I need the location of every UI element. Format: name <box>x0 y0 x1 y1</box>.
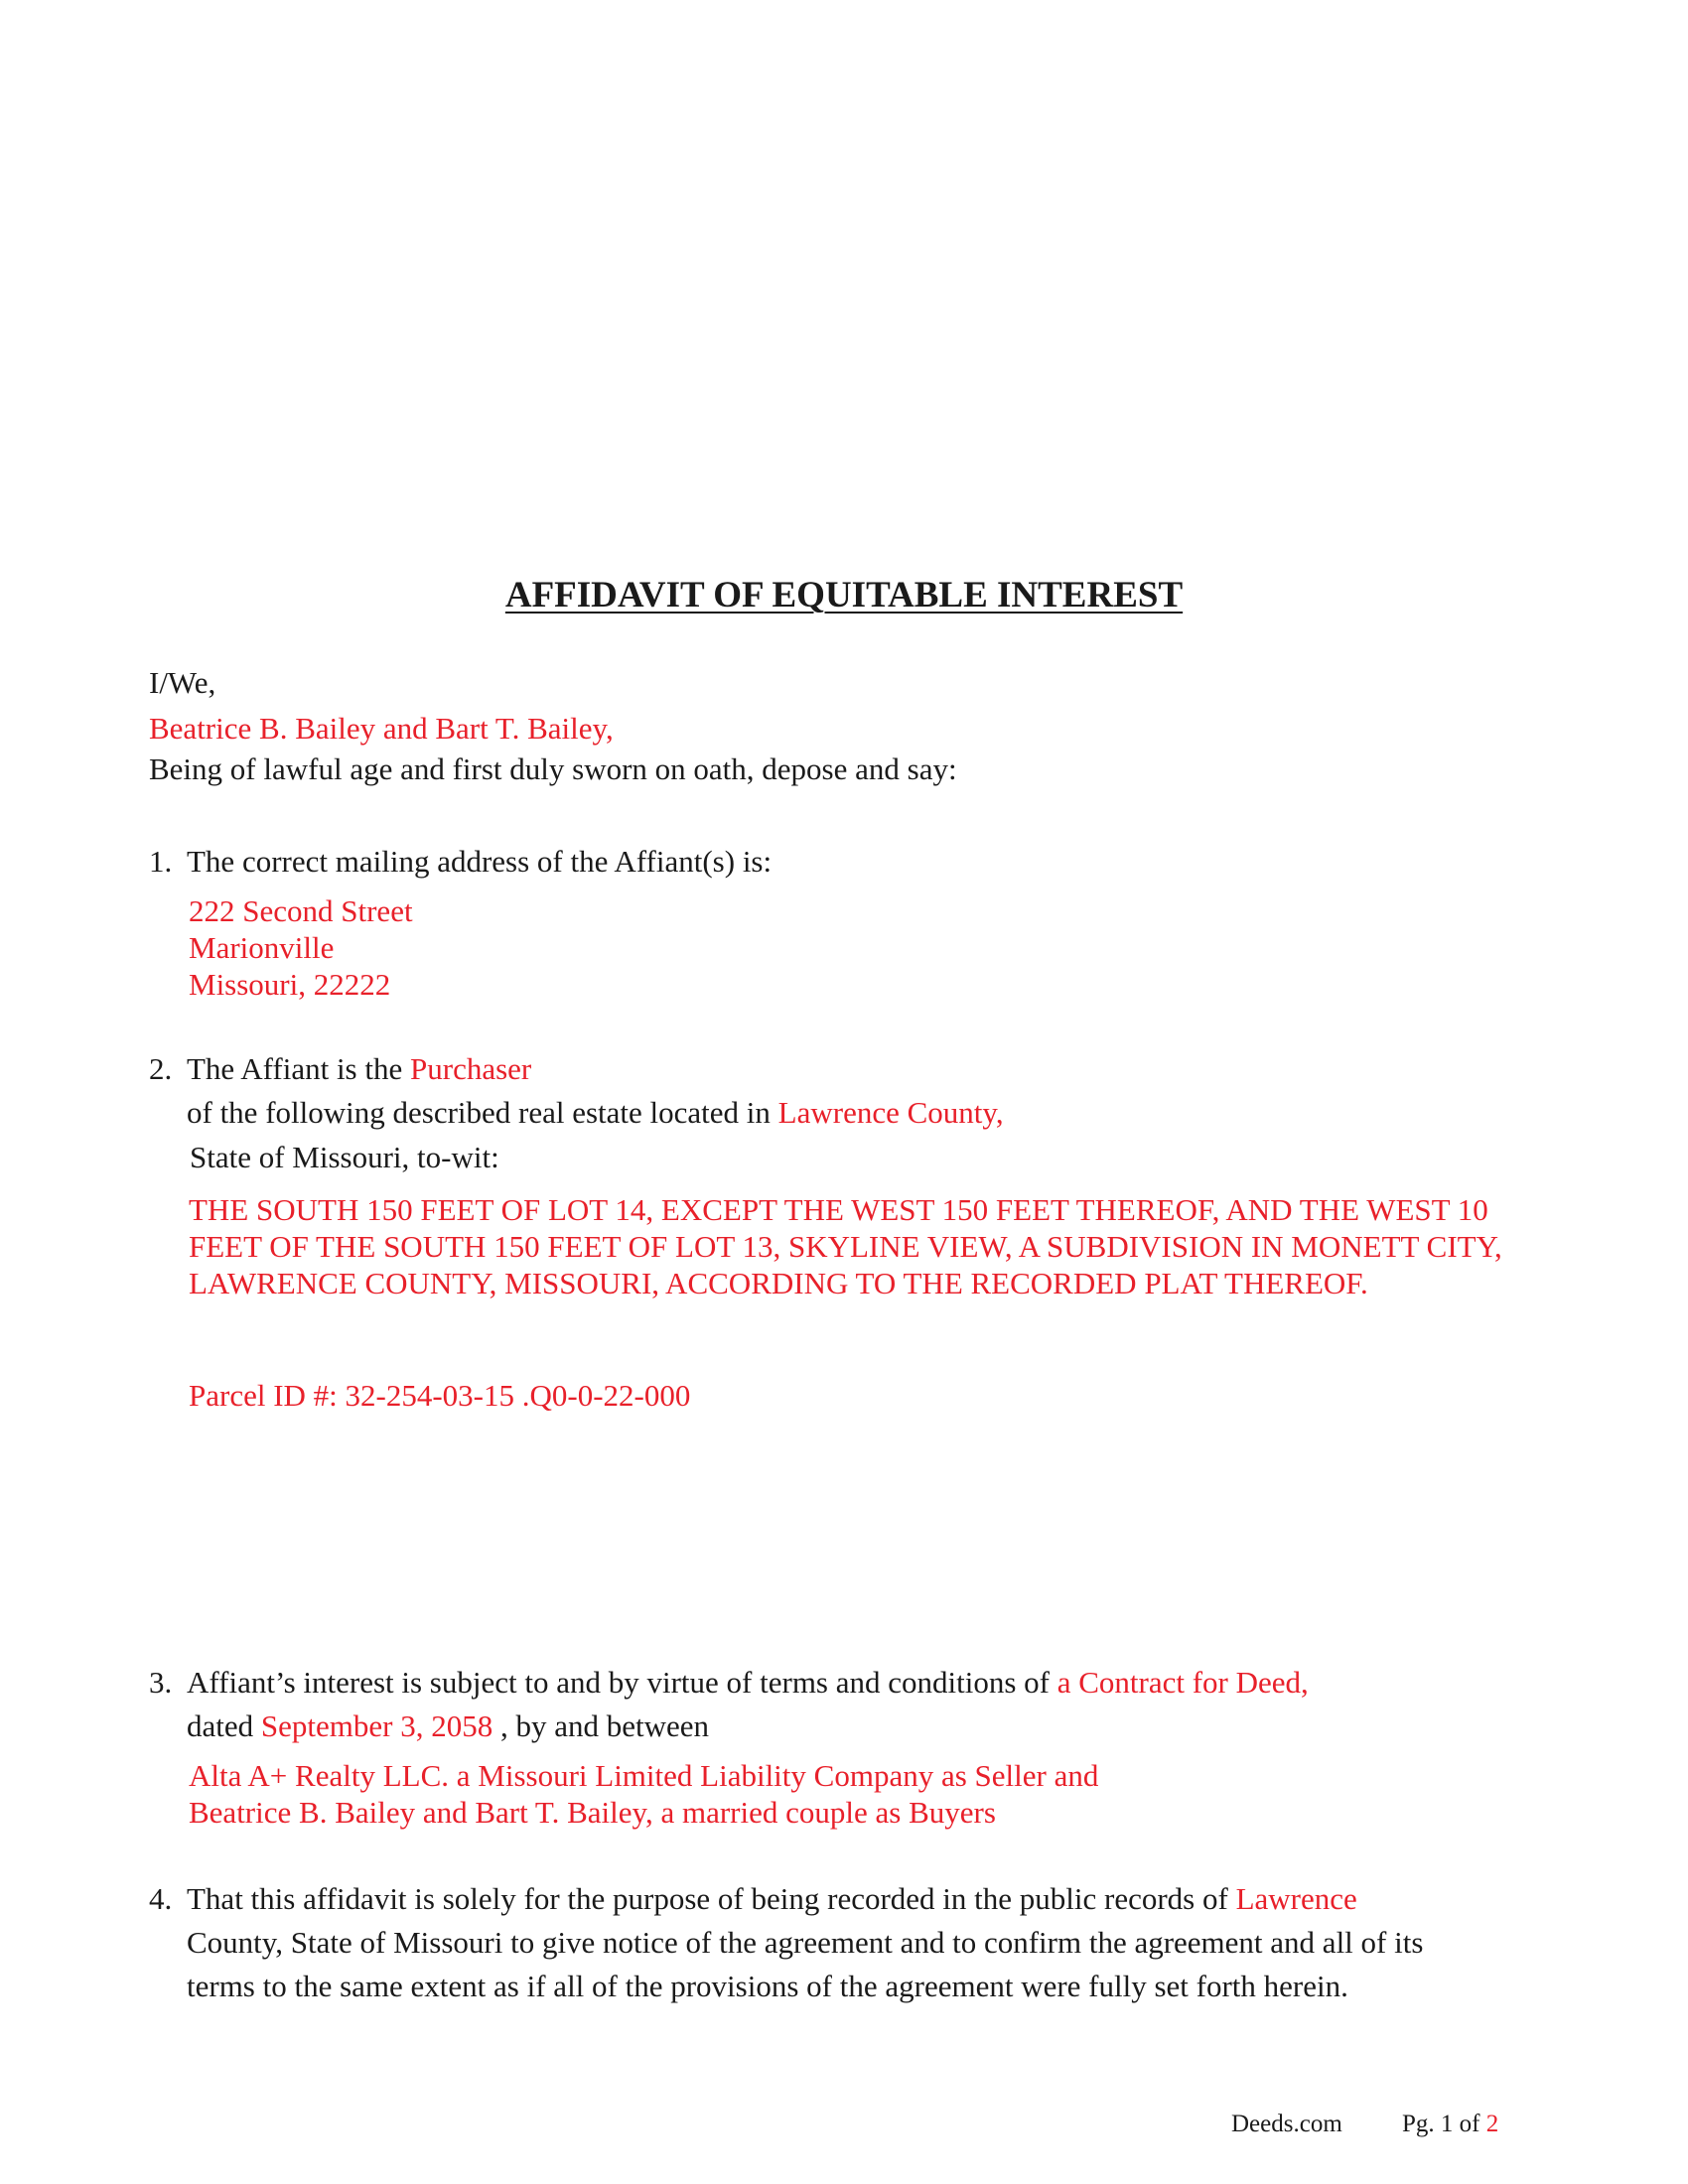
footer-page-total: 2 <box>1485 2111 1499 2137</box>
item-3-text-a: Affiant’s interest is subject to and by virtue of terms and conditions of <box>187 1665 1050 1700</box>
item-4-number: 4. <box>149 1881 173 1916</box>
item-3-text-b: dated <box>187 1708 254 1743</box>
contract-date: September 3, 2058 <box>260 1708 493 1743</box>
item-3-text-c: , by and between <box>499 1708 710 1743</box>
item-1-text: The correct mailing address of the Affiant(s) is: <box>187 844 773 879</box>
footer-page-prefix: Pg. 1 of <box>1402 2111 1480 2137</box>
item-3-line-2 <box>187 1708 709 1744</box>
address-city: Marionville <box>189 930 335 965</box>
parties-seller: Alta A+ Realty LLC. a Missouri Limited Liability Company as Seller and <box>189 1758 1099 1793</box>
item-3-line-1 <box>187 1665 1309 1701</box>
oath-text: Being of lawful age and first duly sworn on oath, depose and say: <box>149 751 957 786</box>
intro-text: I/We, <box>149 665 216 700</box>
parties-buyers: Beatrice B. Bailey and Bart T. Bailey, a married couple as Buyers <box>189 1795 996 1830</box>
property-county: Lawrence County, <box>777 1095 1004 1130</box>
item-2-text-a: The Affiant is the <box>187 1051 403 1086</box>
parcel-id: Parcel ID #: 32-254-03-15 .Q0-0-22-000 <box>189 1378 691 1413</box>
affiant-names: Beatrice B. Bailey and Bart T. Bailey, <box>149 711 614 746</box>
address-state-zip: Missouri, 22222 <box>189 967 391 1002</box>
item-2-text-b: of the following described real estate located in <box>187 1095 771 1130</box>
item-4-county: Lawrence <box>1235 1881 1357 1916</box>
item-4-line-1 <box>187 1881 1357 1917</box>
item-3-number: 3. <box>149 1665 173 1700</box>
item-4-line-2: County, State of Missouri to give notice of the agreement and to confirm the agreement and all of its <box>187 1925 1424 1960</box>
item-1-number: 1. <box>149 844 173 879</box>
item-2-number: 2. <box>149 1051 173 1086</box>
item-4-line-3: terms to the same extent as if all of the provisions of the agreement were fully set forth herein. <box>187 1969 1348 2003</box>
legal-description: THE SOUTH 150 FEET OF LOT 14, EXCEPT THE WEST 150 FEET THEREOF, AND THE WEST 10 FEET OF THE SOUTH 150 FEET OF LOT 13, SKYLINE VIEW, A SUBDIVISION IN MONETT CITY, LAWRENCE COUNTY, MISSOURI, ACCORDING TO THE RECORDED PLAT THEREOF. <box>189 1192 1502 1300</box>
affiant-role: Purchaser <box>410 1051 532 1086</box>
item-2-line-1 <box>187 1051 531 1087</box>
footer-page-number <box>1402 2110 1498 2139</box>
footer-brand: Deeds.com <box>1231 2111 1342 2137</box>
instrument-type: a Contract for Deed, <box>1056 1665 1309 1700</box>
item-2-text-c: State of Missouri, to-wit: <box>190 1140 499 1174</box>
item-4-text-a: That this affidavit is solely for the purpose of being recorded in the public records of <box>187 1881 1228 1916</box>
address-street: 222 Second Street <box>189 893 413 928</box>
document-title: AFFIDAVIT OF EQUITABLE INTEREST <box>504 575 1184 615</box>
item-2-line-2 <box>187 1095 1004 1131</box>
